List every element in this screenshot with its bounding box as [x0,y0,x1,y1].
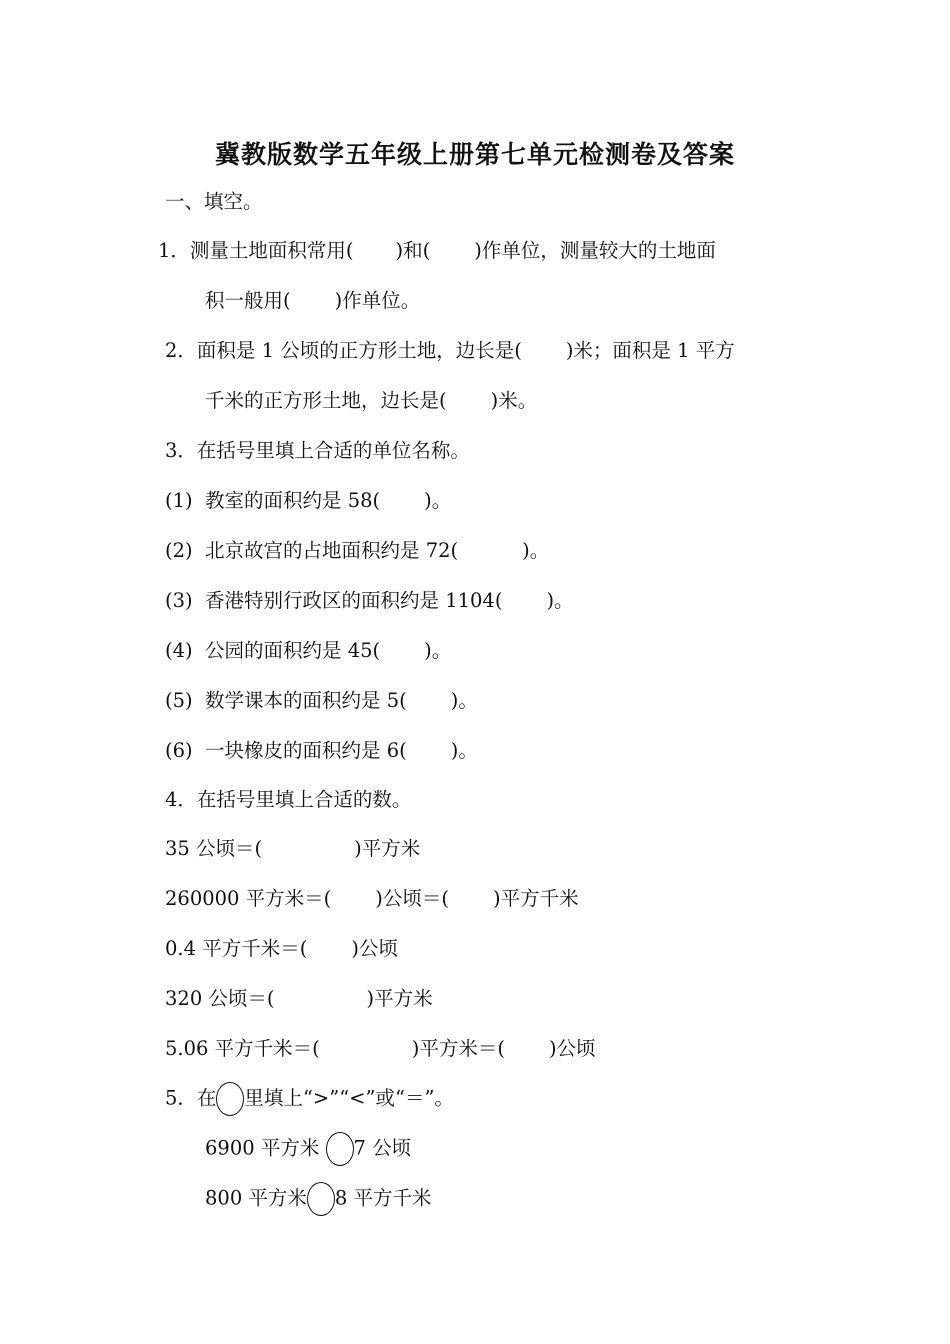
question-3-item: (4) 公园的面积约是 45( )。 [165,639,452,662]
question-2-line-2: 千米的正方形土地，边长是( )米。 [205,389,538,412]
question-4-stem: 4．在括号里填上合适的数。 [165,788,412,811]
blank-circle-icon [326,1132,354,1166]
question-4-line: 0.4 平方千米＝( )公顷 [165,937,398,960]
question-5-stem: 5．在 里填上“>”“<”或“＝”。 [165,1082,454,1116]
question-3-item: (1) 教室的面积约是 58( )。 [165,489,452,512]
question-1-line-1: 1．测量土地面积常用( )和( )作单位，测量较大的土地面 [158,239,716,262]
question-4-line: 260000 平方米＝( )公顷＝( )平方千米 [165,887,579,910]
question-4-line: 35 公顷＝( )平方米 [165,837,421,860]
question-3-stem: 3．在括号里填上合适的单位名称。 [165,439,470,462]
question-1-line-2: 积一般用( )作单位。 [205,289,421,312]
question-2-line-1: 2．面积是 1 公顷的正方形土地，边长是( )米；面积是 1 平方 [165,339,735,362]
blank-circle-icon [307,1182,335,1216]
section-heading: 一、填空。 [165,190,263,213]
question-4-line: 320 公顷＝( )平方米 [165,987,433,1010]
question-3-item: (6) 一块橡皮的面积约是 6( )。 [165,739,478,762]
question-4-line: 5.06 平方千米＝( )平方米＝( )公顷 [165,1037,596,1060]
question-3-item: (2) 北京故宫的占地面积约是 72( )。 [165,539,550,562]
question-3-item: (5) 数学课本的面积约是 5( )。 [165,689,478,712]
blank-circle-icon [216,1082,244,1116]
page-title: 冀教版数学五年级上册第七单元检测卷及答案 [214,140,735,169]
question-5-line: 6900 平方米 7 公顷 [205,1132,411,1166]
question-3-item: (3) 香港特别行政区的面积约是 1104( )。 [165,589,574,612]
question-5-line: 800 平方米 8 平方千米 [205,1182,432,1216]
